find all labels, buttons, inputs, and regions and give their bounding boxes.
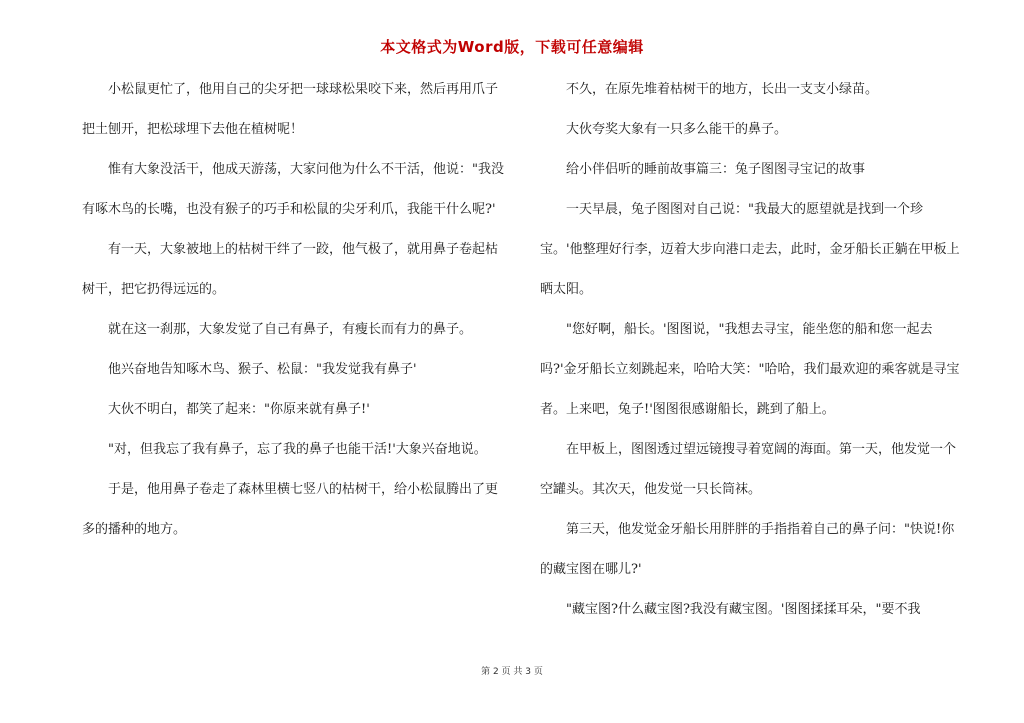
paragraph: 在甲板上，图图透过望远镜搜寻着宽阔的海面。第一天，他发觉一个空罐头。其次天，他发觉一只长筒袜。 [540, 442, 957, 497]
paragraph: 惟有大象没活干，他成天游荡，大家问他为什么不干活，他说："我没有啄木鸟的长嘴，也没有猴子的巧手和松鼠的尖牙利爪，我能干什么呢?' [82, 162, 504, 217]
paragraph: 大伙夸奖大象有一只多么能干的鼻子。 [566, 122, 788, 137]
paragraph: 有一天，大象被地上的枯树干绊了一跤，他气极了，就用鼻子卷起枯树干，把它扔得远远的。 [82, 242, 499, 297]
section-heading: 给小伴侣听的睡前故事篇三：兔子图图寻宝记的故事 [566, 162, 866, 177]
paragraph: 于是，他用鼻子卷走了森林里横七竖八的枯树干，给小松鼠腾出了更多的播种的地方。 [82, 482, 499, 537]
paragraph: 小松鼠更忙了，他用自己的尖牙把一球球松果咬下来，然后再用爪子把土刨开，把松球埋下去他在植树呢！ [82, 82, 499, 137]
paragraph: 一天早晨，兔子图图对自己说："我最大的愿望就是找到一个珍宝。'他整理好行李，迈着大步向港口走去，此时，金牙船长正躺在甲板上晒太阳。 [540, 202, 960, 297]
paragraph: 第三天，他发觉金牙船长用胖胖的手指指着自己的鼻子问："快说!你的藏宝图在哪儿?' [540, 522, 955, 577]
paragraph: 他兴奋地告知啄木鸟、猴子、松鼠："我发觉我有鼻子' [108, 362, 417, 377]
document-header: 本文格式为Word版，下载可任意编辑 [380, 38, 644, 56]
paragraph: "对，但我忘了我有鼻子，忘了我的鼻子也能干活!'大象兴奋地说。 [108, 442, 487, 457]
paragraph: 不久，在原先堆着枯树干的地方，长出一支支小绿苗。 [566, 82, 879, 97]
paragraph: "藏宝图?什么藏宝图?我没有藏宝图。'图图揉揉耳朵，"要不我 [566, 602, 921, 617]
page-number: 第 2 页 共 3 页 [481, 667, 543, 677]
paragraph: 大伙不明白，都笑了起来："你原来就有鼻子!' [108, 402, 370, 417]
paragraph: 就在这一刹那，大象发觉了自己有鼻子，有瘦长而有力的鼻子。 [108, 322, 473, 337]
right-column [540, 70, 960, 630]
left-column [82, 70, 510, 550]
paragraph: "您好啊，船长。'图图说，"我想去寻宝，能坐您的船和您一起去吗?'金牙船长立刻跳起来，哈哈大笑："哈哈，我们最欢迎的乘客就是寻宝者。上来吧，兔子!'图图很感谢船长，跳到了船上。 [540, 322, 960, 417]
